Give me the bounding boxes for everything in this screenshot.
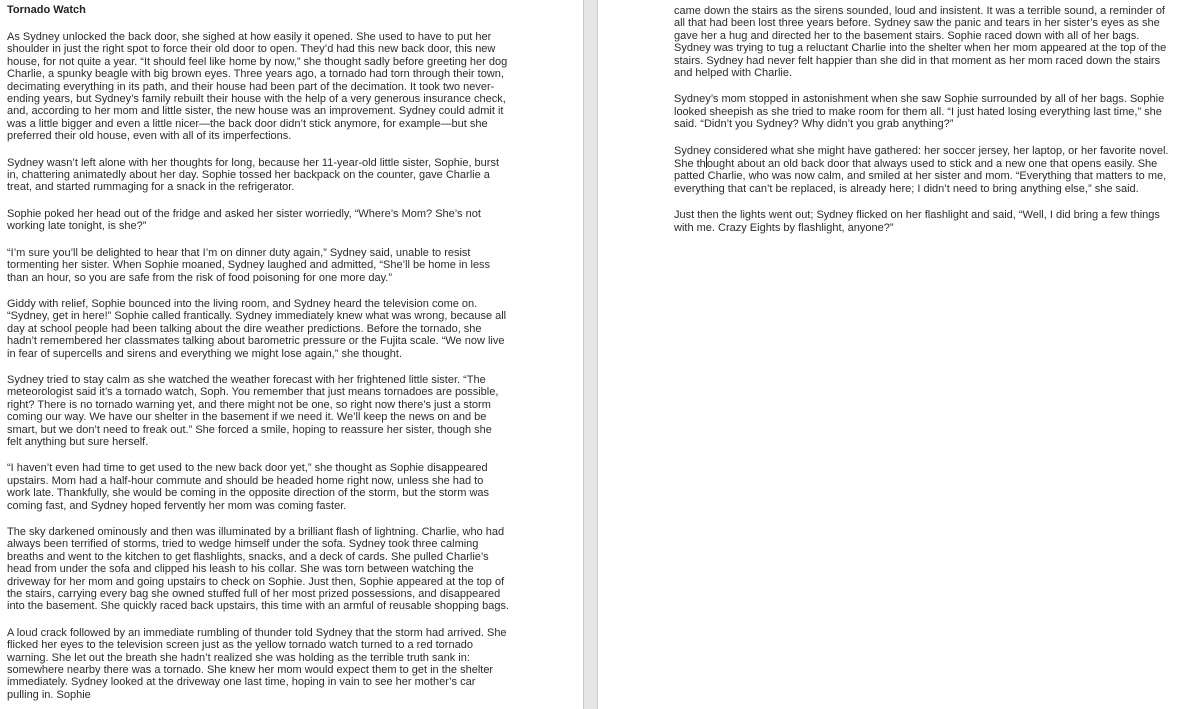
paragraph[interactable]: “I haven’t even had time to get used to the new back door yet,” she thought as Sophie disappeared upstairs. Mom had a half-hour commute and should be headed home right now, unless she had to work late. Thankfully, she would be coming in the opposite direction of the storm, but the storm was coming fast, and Sydney hoped fervently her mom was coming faster. bbox=[7, 462, 490, 512]
text-before-cursor: Sydney considered what she might have gathered: her soccer jersey, her laptop, or her favorite novel. She th bbox=[674, 144, 1169, 171]
document-title[interactable]: Tornado Watch bbox=[7, 4, 86, 16]
paragraph[interactable]: came down the stairs as the sirens sounded, loud and insistent. It was a terrible sound, a reminder of all that had been lost three years before. Sydney saw the panic and tears in her sister’s eyes as she gave her a hug and directed her to the basement stairs. Sophie raced down with all of her bags. Sydney was trying to tug a reluctant Charlie into the shelter when her mom appeared at the top of the stairs. Sydney had never felt happier than she did in that moment as her mom raced down the stairs and helped with Charlie. bbox=[674, 5, 1167, 80]
paragraph[interactable]: As Sydney unlocked the back door, she sighed at how easily it opened. She used to have to put her shoulder in just the right spot to force their old door to open. They’d had this new back door, this new house, for not quite a year. “It should feel like home by now,” she thought sadly before greeting her dog Charlie, a spunky beagle with big brown eyes. Three years ago, a tornado had torn through their town, decimating everything in its path, and their house had been part of the decimation. It took two never-ending years, but Sydney’s family rebuilt their house with the help of a very generous insurance check, and, according to her mom and little sister, the new house was an improvement. Sydney could admit it was a little bigger and even a little nicer—the back door didn’t stick anymore, for example—but she preferred their old house, even with all of its imperfections. bbox=[7, 31, 508, 143]
paragraph-with-cursor[interactable] bbox=[674, 145, 1176, 196]
text-after-cursor: ought about an old back door that always used to stick and a new one that opens easily. She patted Charlie, who was now calm, and smiled at her sister and mom. “Everything that matters to me, everything that can’t be replaced, is already here; I didn’t need to bring anything else,” she said. bbox=[674, 158, 1167, 195]
paragraph[interactable]: Sydney tried to stay calm as she watched the weather forecast with her frightened little sister. “The meteorologist said it’s a tornado watch, Soph. You remember that just means tornadoes are possible, right? There is no tornado warning yet, and there might not be one, so right now there’s just a storm coming our way. We have our shelter in the basement if we need it. We’ll keep the news on and be smart, but we don’t need to freak out.” She forced a smile, hoping to reassure her sister, though she felt anything but sure herself. bbox=[7, 373, 499, 448]
paragraph[interactable]: Sydney’s mom stopped in astonishment when she saw Sophie surrounded by all of her bags. Sophie looked sheepish as she tried to make room for them all. “I just hated losing everything last time,” she said. “Didn’t you Sydney? Why didn’t you grab anything?” bbox=[674, 93, 1165, 131]
paragraph[interactable]: Sophie poked her head out of the fridge and asked her sister worriedly, “Where’s Mom? She’s not working late tonight, is she?” bbox=[7, 207, 481, 233]
paragraph[interactable]: The sky darkened ominously and then was illuminated by a brilliant flash of lightning. Charlie, who had always been terrified of storms, tried to wedge himself under the sofa. Sydney took three calming breaths and went to the kitchen to get flashlights, snacks, and a deck of cards. She pulled Charlie’s head from under the sofa and clipped his leash to his collar. She was torn between watching the driveway for her mom and going upstairs to check on Sophie. Just then, Sophie appeared at the top of the stairs, carrying every bag she owned stuffed full of her most prized possessions, and disappeared into the basement. She quickly raced back upstairs, this time with an armful of reusable shopping bags. bbox=[7, 526, 509, 613]
paragraph[interactable]: A loud crack followed by an immediate rumbling of thunder told Sydney that the storm had arrived. She flicked her eyes to the television screen just as the yellow tornado watch turned to a red tornado warning. She let out the breath she hadn’t realized she was holding as the terrible truth sank in: somewhere nearby there was a tornado. She knew her mom would expect them to get in the shelter immediately. Sydney looked at the driveway one last time, hoping in vain to see her mother’s car pulling in. Sophie bbox=[7, 626, 507, 701]
page-2-text-column bbox=[674, 5, 1176, 234]
document-page-1 bbox=[0, 0, 583, 709]
paragraph[interactable]: “I’m sure you’ll be delighted to hear that I’m on dinner duty again,” Sydney said, unable to resist tormenting her sister. When Sophie moaned, Sydney laughed and admitted, “She’ll be home in less than an hour, so you are safe from the risk of food poisoning for one more day.” bbox=[7, 246, 491, 284]
document-page-2 bbox=[598, 0, 1177, 709]
page-1-text-column bbox=[7, 4, 509, 701]
paragraph[interactable]: Just then the lights went out; Sydney flicked on her flashlight and said, “Well, I did bring a few things with me. Crazy Eights by flashlight, anyone?” bbox=[674, 209, 1160, 234]
paragraph[interactable]: Giddy with relief, Sophie bounced into the living room, and Sydney heard the television come on. “Sydney, get in here!” Sophie called frantically. Sydney immediately knew what was wrong, because all day at school people had been talking about the dire weather predictions. Before the tornado, she hadn’t remembered her classmates talking about barometric pressure or the Fujita scale. “We now live in fear of supercells and sirens and everything we might lose again,” she thought. bbox=[7, 297, 507, 360]
page-gutter bbox=[583, 0, 598, 709]
paragraph[interactable]: Sydney wasn’t left alone with her thoughts for long, because her 11-year-old little sister, Sophie, burst in, chattering animatedly about her day. Sophie tossed her backpack on the counter, gave Charlie a treat, and started rummaging for a snack in the refrigerator. bbox=[7, 156, 500, 194]
